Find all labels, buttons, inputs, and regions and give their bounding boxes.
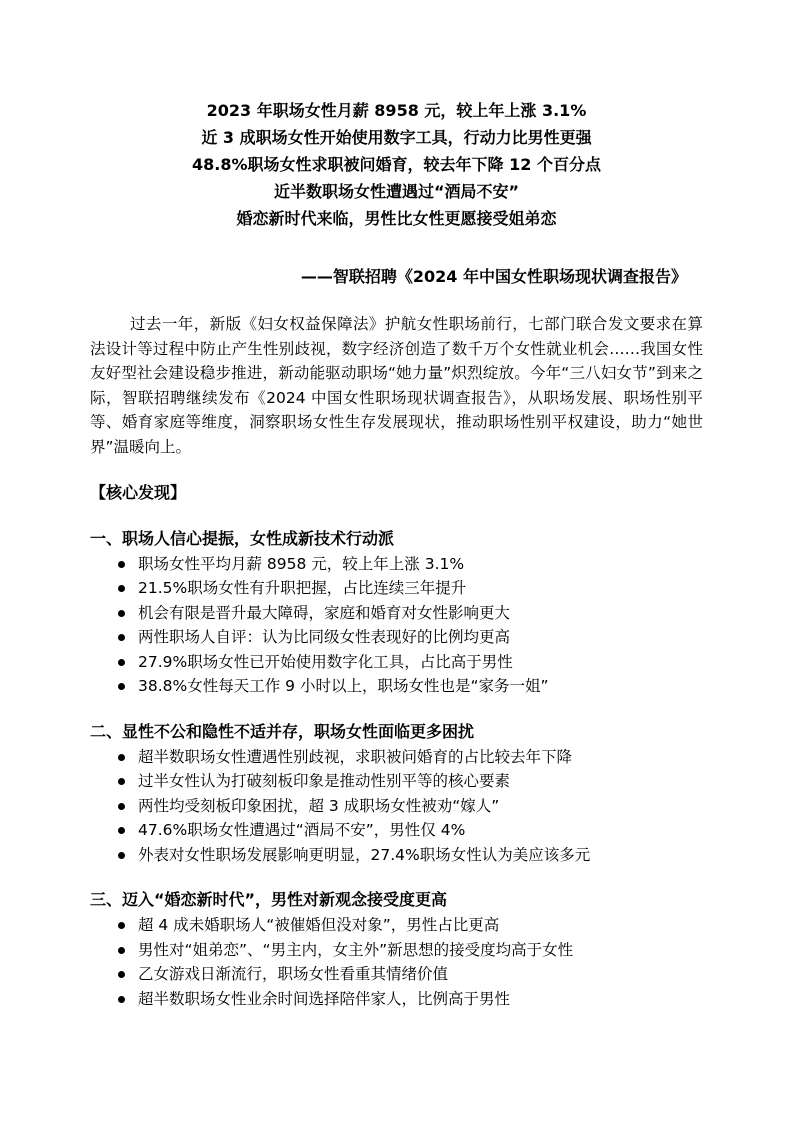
- findings-sections: [90, 525, 703, 1012]
- section-bullet-list-3: [90, 913, 703, 1011]
- bullet-item: [90, 552, 703, 577]
- title-line-4: 近半数职场女性遭遇过“酒局不安”: [273, 182, 520, 201]
- bullet-dot-icon: [118, 610, 125, 617]
- bullet-dot-icon: [118, 971, 125, 978]
- title-line-2: 近 3 成职场女性开始使用数字工具，行动力比男性更强: [201, 128, 592, 147]
- bullet-text: 27.9%职场女性已开始使用数字化工具，占比高于男性: [138, 652, 513, 671]
- section-heading-2: 二、显性不公和隐性不适并存，职场女性面临更多困扰: [90, 721, 475, 741]
- bullet-item: [90, 674, 703, 699]
- bullet-dot-icon: [118, 996, 125, 1003]
- section-bullet-list-1: [90, 552, 703, 699]
- bullet-text: 超半数职场女性业余时间选择陪伴家人，比例高于男性: [138, 989, 511, 1008]
- section-heading-1: 一、职场人信心提振，女性成新技术行动派: [90, 528, 395, 548]
- bullet-item: [90, 625, 703, 650]
- bullet-item: [90, 962, 703, 987]
- bullet-text: 超半数职场女性遭遇性别歧视，求职被问婚育的占比较去年下降: [138, 747, 573, 766]
- bullet-item: [90, 794, 703, 819]
- bullet-item: [90, 745, 703, 770]
- report-attribution: ——智联招聘《2024 年中国女性职场现状调查报告》: [300, 267, 687, 286]
- bullet-dot-icon: [118, 922, 125, 929]
- title-line-3: 48.8%职场女性求职被问婚育，较去年下降 12 个百分点: [192, 155, 601, 174]
- bullet-dot-icon: [118, 778, 125, 785]
- bullet-dot-icon: [118, 683, 125, 690]
- bullet-dot-icon: [118, 754, 125, 761]
- bullet-item: [90, 843, 703, 868]
- bullet-text: 两性职场人自评：认为比同级女性表现好的比例均更高: [138, 628, 511, 647]
- report-title-block: [90, 97, 703, 232]
- bullet-text: 职场女性平均月薪 8958 元，较上年上涨 3.1%: [138, 554, 465, 573]
- intro-paragraph: 过去一年，新版《妇女权益保障法》护航女性职场前行，七部门联合发文要求在算法设计等过程中防止产生性别歧视，数字经济创造了数千万个女性就业机会……我国女性友好型社会建设稳步推进，新动能驱动职场“她力量”炽烈绽放。今年“三八妇女节”到来之际，智联招聘继续发布《2024 中国女性职场现状调查报告》，从职场发展、职场性别平等、婚育家庭等维度，洞察职场女性生存发展现状，推动职场性别平权建设，助力“她世界”温暖向上。: [90, 315, 703, 456]
- bullet-text: 过半女性认为打破刻板印象是推动性别平等的核心要素: [138, 772, 511, 791]
- bullet-text: 47.6%职场女性遭遇过“酒局不安”，男性仅 4%: [138, 821, 466, 840]
- section-bullet-list-2: [90, 745, 703, 868]
- bullet-item: [90, 987, 703, 1012]
- bullet-item: [90, 818, 703, 843]
- document-content: [90, 97, 703, 1011]
- bullet-dot-icon: [118, 585, 125, 592]
- bullet-text: 乙女游戏日渐流行，职场女性看重其情绪价值: [138, 965, 449, 984]
- bullet-dot-icon: [118, 634, 125, 641]
- bullet-text: 机会有限是晋升最大障碍，家庭和婚育对女性影响更大: [138, 603, 511, 622]
- core-findings-heading: 【核心发现】: [90, 482, 187, 502]
- bullet-item: [90, 769, 703, 794]
- section-heading-3: 三、迈入“婚恋新时代”，男性对新观念接受度更高: [90, 890, 448, 910]
- bullet-dot-icon: [118, 827, 125, 834]
- bullet-text: 男性对“姐弟恋”、“男主内，女主外”新思想的接受度均高于女性: [138, 940, 574, 959]
- bullet-item: [90, 576, 703, 601]
- bullet-text: 外表对女性职场发展影响更明显，27.4%职场女性认为美应该多元: [138, 845, 591, 864]
- bullet-dot-icon: [118, 561, 125, 568]
- bullet-text: 21.5%职场女性有升职把握，占比连续三年提升: [138, 579, 467, 598]
- bullet-item: [90, 650, 703, 675]
- bullet-text: 两性均受刻板印象困扰，超 3 成职场女性被劝“嫁人”: [138, 796, 500, 815]
- bullet-text: 38.8%女性每天工作 9 小时以上，职场女性也是“家务一姐”: [138, 677, 549, 696]
- bullet-text: 超 4 成未婚职场人“被催婚但没对象”，男性占比更高: [138, 916, 500, 935]
- title-line-5: 婚恋新时代来临，男性比女性更愿接受姐弟恋: [236, 209, 557, 228]
- bullet-item: [90, 938, 703, 963]
- bullet-dot-icon: [118, 803, 125, 810]
- bullet-item: [90, 913, 703, 938]
- bullet-dot-icon: [118, 852, 125, 859]
- title-line-1: 2023 年职场女性月薪 8958 元，较上年上涨 3.1%: [206, 101, 587, 120]
- bullet-item: [90, 601, 703, 626]
- bullet-dot-icon: [118, 947, 125, 954]
- bullet-dot-icon: [118, 659, 125, 666]
